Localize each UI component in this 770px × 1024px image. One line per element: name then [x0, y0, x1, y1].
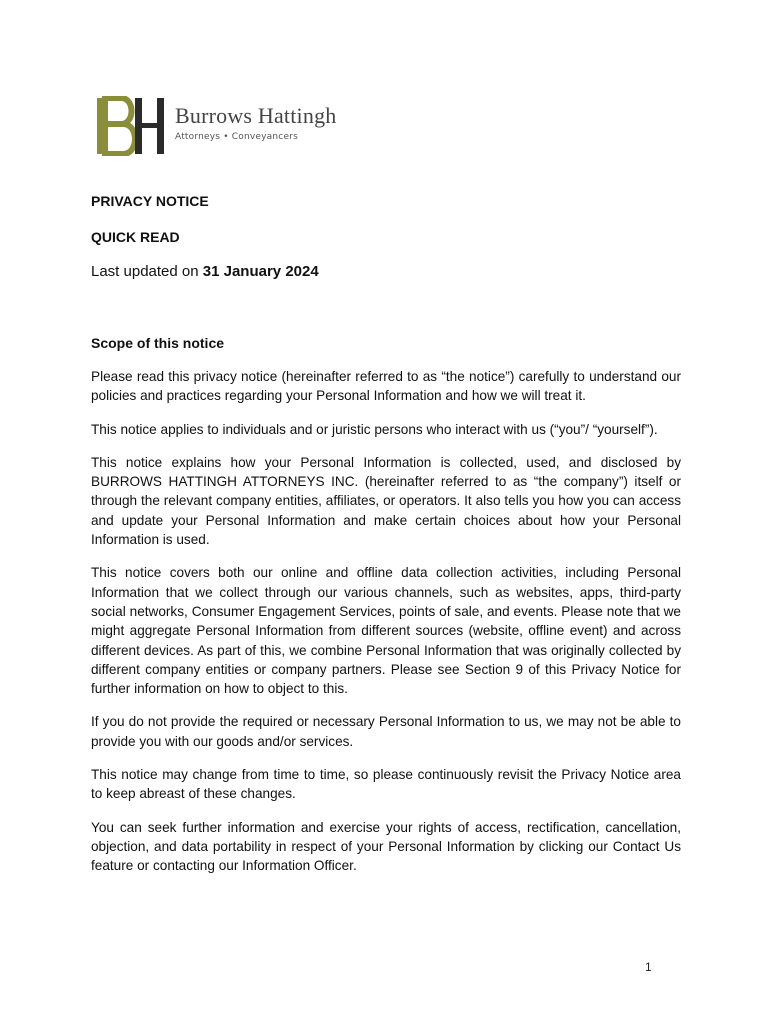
logo-tagline: Attorneys • Conveyancers — [175, 132, 298, 142]
section-title: Scope of this notice — [91, 335, 225, 351]
section-body — [91, 367, 681, 890]
paragraph: Please read this privacy notice (hereinafter referred to as “the notice”) carefully to understand our policies and practices regarding your Personal Information and how we will treat it. — [91, 369, 681, 404]
logo-wordmark — [175, 104, 336, 142]
paragraph: This notice explains how your Personal Information is collected, used, and disclosed by BURROWS HATTINGH ATTORNEYS INC. (hereinafter referred to as “the company”) itself or through the relevant company entities, affiliates, or operators. It also tells you how you can access and update your Personal Information and make certain choices about how your Personal Information is used. — [91, 454, 681, 548]
bh-monogram-icon — [95, 96, 167, 156]
page-number: 1 — [645, 960, 652, 974]
document-subtitle: QUICK READ — [91, 229, 180, 245]
paragraph: You can seek further information and exercise your rights of access, rectification, cancellation, objection, and data portability in respect of your Personal Information by clicking our Contact Us feature or contacting our Information Officer. — [91, 819, 681, 874]
company-logo — [95, 96, 336, 156]
logo-company-name: Burrows Hattingh — [175, 103, 337, 128]
last-updated — [91, 262, 319, 282]
last-updated-prefix: Last updated on — [91, 263, 199, 280]
paragraph: If you do not provide the required or necessary Personal Information to us, we may not be able to provide you with our goods and/or services. — [91, 714, 681, 749]
document-title: PRIVACY NOTICE — [91, 193, 209, 209]
paragraph: This notice may change from time to time, so please continuously revisit the Privacy Notice area to keep abreast of these changes. — [91, 767, 681, 802]
last-updated-date: 31 January 2024 — [202, 263, 319, 280]
paragraph: This notice applies to individuals and or juristic persons who interact with us (“you”/ “yourself”). — [91, 421, 658, 437]
paragraph: This notice covers both our online and offline data collection activities, including Personal Information that we collect through our various channels, such as websites, apps, third-party social networks, Consumer Engagement Services, points of sale, and events. Please note that we might aggregate Personal Information from different sources (website, offline event) and across different devices. As part of this, we combine Personal Information that was originally collected by different company entities or company partners. Please see Section 9 of this Privacy Notice for further information on how to object to this. — [91, 565, 681, 697]
